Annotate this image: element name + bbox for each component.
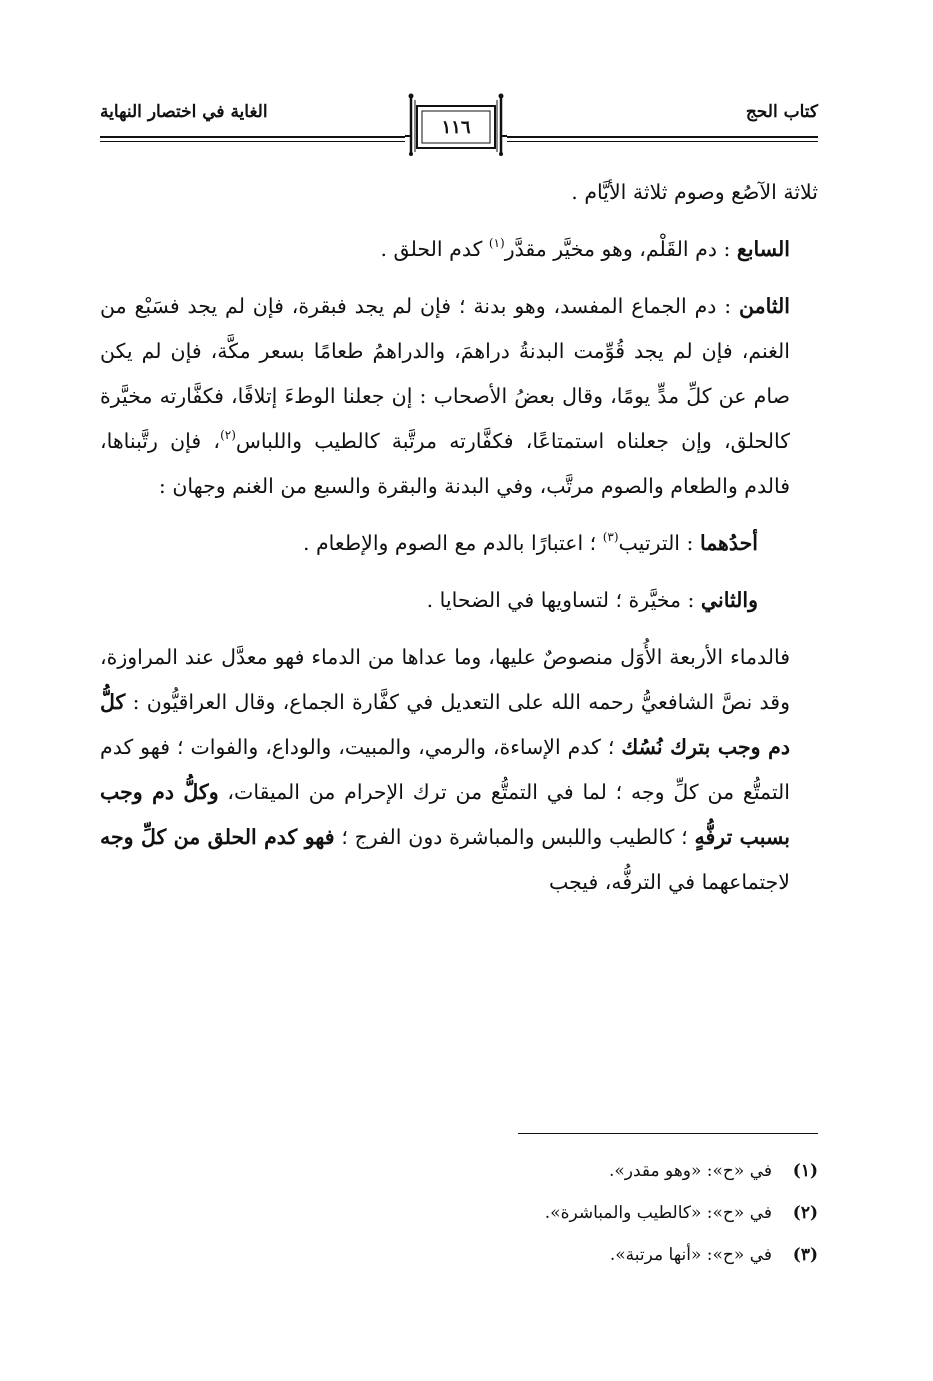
paragraph-first-aspect xyxy=(100,521,818,566)
term-heading: السابع xyxy=(736,237,790,261)
paragraph-text: ؛ كالطيب واللبس والمباشرة دون الفرج ؛ xyxy=(334,825,695,849)
footnote-ref[interactable]: (٣) xyxy=(602,530,619,544)
footnote-number: (٣) xyxy=(792,1245,818,1265)
paragraph-text: : مخيَّرة ؛ لتساويها في الضحايا . xyxy=(426,588,701,612)
paragraph-text: ثلاثة الآصُع وصوم ثلاثة الأيَّام . xyxy=(571,180,818,204)
paragraph-0 xyxy=(100,170,818,215)
paragraph-text: ؛ كدم الإساءة، والرمي، والمبيت، والوداع، والفوات ؛ فهو كدم التمتُّع من كلِّ وجه ؛ لما في التمتُّع من ترك الإحرام من الميقات، xyxy=(100,735,791,804)
main-text xyxy=(100,170,818,917)
footnote-item xyxy=(100,1150,818,1192)
footnote-ref[interactable]: (٢) xyxy=(220,428,236,442)
paragraph-text: ؛ اعتبارًا بالدم مع الصوم والإطعام . xyxy=(302,531,603,555)
footnote-item xyxy=(100,1234,818,1276)
footnote-ref[interactable]: (١) xyxy=(488,236,505,250)
term-heading: والثاني xyxy=(700,588,758,612)
paragraph-eighth xyxy=(100,284,818,509)
footnote-text: في «ح»: «وهو مقدر». xyxy=(608,1161,772,1181)
paragraph-text: : الترتيب xyxy=(618,531,700,555)
emphasis-text: كلُّ دم وجب بترك نُسُك xyxy=(100,690,790,759)
paragraph-second-aspect xyxy=(100,578,818,623)
paragraph-text: فالدماء الأربعة الأُوَل منصوصٌ عليها، وما عداها من الدماء فهو معدَّل عند المراوزة، وقد نصَّ الشافعيُّ رحمه الله على التعديل في كفَّارة الجماع، وقال العراقيُّون : xyxy=(100,645,790,714)
paragraph-text: لاجتماعهما في الترفُّه، فيجب xyxy=(548,870,790,894)
book-title: الغاية في اختصار النهاية xyxy=(100,102,268,122)
emphasis-text: وكلُّ دم وجب بسبب ترفُّهٍ xyxy=(100,780,790,849)
paragraph-seventh xyxy=(100,227,818,272)
paragraph-blood-rules xyxy=(100,635,818,905)
footnote-separator xyxy=(518,1133,818,1134)
page-number: ١١٦ xyxy=(441,117,471,138)
footnote-text: في «ح»: «أنها مرتبة». xyxy=(609,1245,772,1265)
paragraph-text: : دم القَلْم، وهو مخيَّر مقدَّر xyxy=(504,237,737,261)
term-heading: الثامن xyxy=(739,294,790,318)
term-heading: أحدُهما xyxy=(699,531,758,555)
chapter-title: كتاب الحج xyxy=(745,102,818,122)
footnote-number: (١) xyxy=(792,1161,818,1181)
page-number-frame xyxy=(405,92,507,156)
footnote-item xyxy=(100,1192,818,1234)
paragraph-text: كدم الحلق . xyxy=(380,237,489,261)
page-header xyxy=(100,92,818,162)
paragraph-text: ، فإن رتَّبناها، فالدم والطعام والصوم مرتَّب، وفي البدنة والبقرة والسبع من الغنم وجهان : xyxy=(100,429,790,498)
paragraph-text: : دم الجماع المفسد، وهو بدنة ؛ فإن لم يجد فبقرة، فإن لم يجد فسَبْع من الغنم، فإن لم يجد قُوِّمت البدنةُ دراهمَ، والدراهمُ طعامًا بسعر مكَّة، فإن لم يكن صام عن كلِّ مدٍّ يومًا، وقال بعضُ الأصحاب : إن جعلنا الوطءَ إتلافًا، فكفَّارته مخيَّرة كالحلق، وإن جعلناه استمتاعًا، فكفَّارته مرتَّبة كالطيب واللباس xyxy=(100,294,790,453)
footnote-number: (٢) xyxy=(792,1203,818,1223)
footnote-text: في «ح»: «كالطيب والمباشرة». xyxy=(544,1203,772,1223)
emphasis-text: فهو كدم الحلق من كلِّ وجه xyxy=(100,825,335,849)
footnotes xyxy=(100,1150,818,1276)
